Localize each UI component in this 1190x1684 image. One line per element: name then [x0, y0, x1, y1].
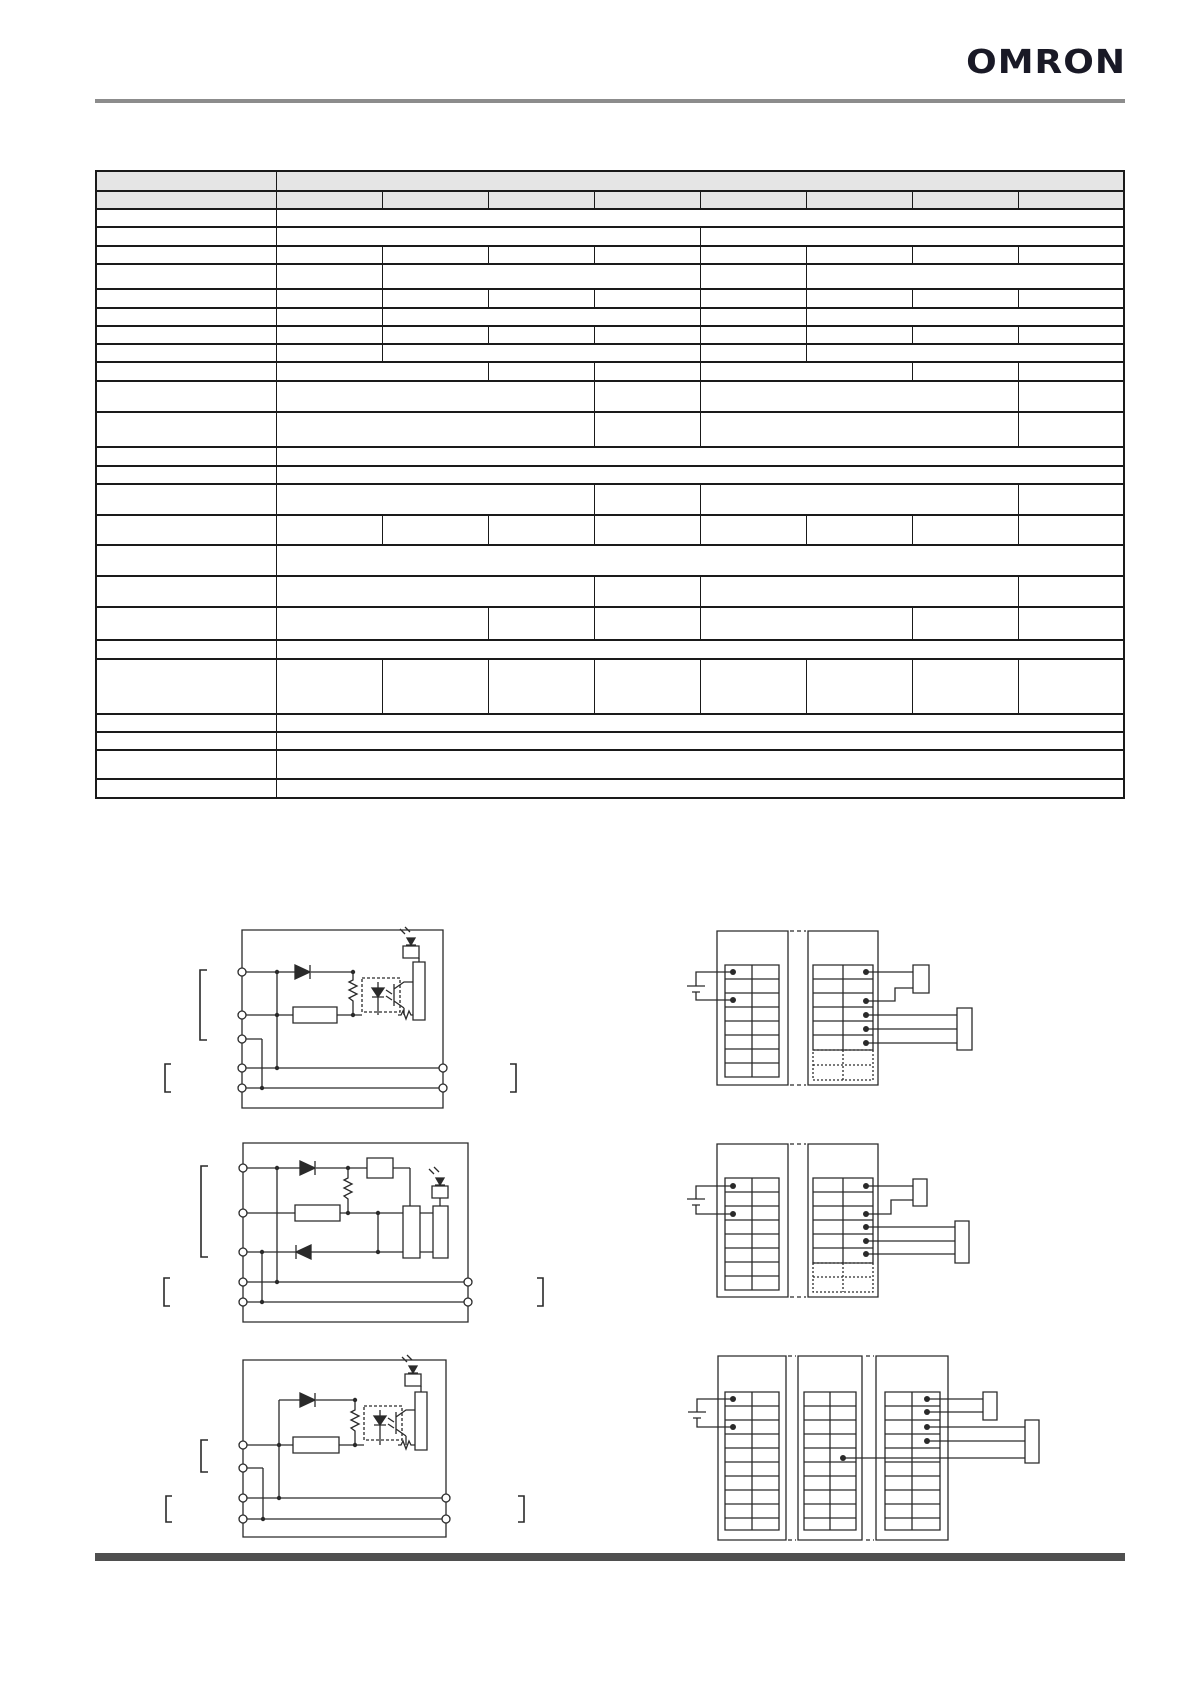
table-label-cell: [96, 264, 276, 289]
table-cell: [700, 264, 806, 289]
table-label-cell: [96, 750, 276, 779]
table-cell: [276, 308, 382, 326]
table-cell: [276, 227, 700, 246]
table-cell: [700, 659, 806, 714]
table-label-cell: [96, 227, 276, 246]
table-cell: [700, 289, 806, 308]
terminals: [239, 1441, 450, 1523]
table-row: [96, 326, 1124, 344]
table-cell: [912, 659, 1018, 714]
load-box: [957, 1008, 972, 1050]
table-label-cell: [96, 289, 276, 308]
trigger-box: [367, 1158, 393, 1178]
battery-icon: [687, 986, 705, 992]
table-row: [96, 209, 1124, 227]
table-cell: [806, 246, 912, 264]
table-row: [96, 576, 1124, 607]
table-label-cell: [96, 576, 276, 607]
table-label-cell: [96, 466, 276, 484]
led-indicator-icon: [429, 1167, 448, 1206]
table-row: [96, 227, 1124, 246]
table-row: [96, 779, 1124, 798]
table-cell: [488, 246, 594, 264]
table-cell: [912, 515, 1018, 545]
table-cell: [594, 576, 700, 607]
table-header-cell: [488, 191, 594, 209]
break-dashes: [790, 931, 806, 1085]
table-label-cell: [96, 447, 276, 466]
output-element: [415, 1392, 427, 1450]
table-cell: [594, 326, 700, 344]
circuit-diagram-2: [164, 1143, 543, 1322]
table-cell: [276, 412, 594, 447]
table-cell: [1018, 326, 1124, 344]
table-cell: [276, 362, 488, 381]
junction-dots: [261, 1398, 357, 1521]
table-header-cell: [594, 191, 700, 209]
header-rule: [95, 99, 1125, 103]
table-cell: [276, 466, 1124, 484]
table-header-cell: [96, 171, 276, 191]
load-box: [1025, 1420, 1039, 1463]
table-cell: [488, 362, 594, 381]
diode-icon: [300, 1161, 315, 1175]
spec-table: [95, 170, 1125, 799]
table-cell: [276, 714, 1124, 732]
table-cell: [912, 289, 1018, 308]
table-label-cell: [96, 640, 276, 659]
diode-icon: [295, 965, 310, 979]
output-element: [413, 962, 425, 1020]
table-cell: [382, 308, 700, 326]
table-cell: [1018, 362, 1124, 381]
table-cell: [806, 264, 1124, 289]
diode-reverse-icon: [296, 1245, 311, 1259]
table-cell: [594, 659, 700, 714]
diode-icon: [300, 1393, 315, 1407]
table-row: [96, 344, 1124, 362]
table-label-cell: [96, 246, 276, 264]
table-cell: [594, 607, 700, 640]
bracket-icon: [164, 1166, 543, 1306]
table-row: [96, 545, 1124, 576]
break-dashes: [790, 1144, 806, 1297]
table-cell: [1018, 484, 1124, 515]
table-cell: [276, 640, 1124, 659]
load-box: [913, 1179, 927, 1206]
table-cell: [276, 659, 382, 714]
table-row: [96, 246, 1124, 264]
table-cell: [700, 412, 1018, 447]
load-box: [913, 965, 929, 993]
table-cell: [276, 326, 382, 344]
table-row: [96, 750, 1124, 779]
resistor-icon: [293, 1007, 337, 1023]
table-row: [96, 659, 1124, 714]
table-row: [96, 447, 1124, 466]
table-label-cell: [96, 659, 276, 714]
wires: [247, 1400, 442, 1519]
table-cell: [1018, 412, 1124, 447]
wires: [697, 1399, 1025, 1458]
dashed-grid: [813, 1263, 873, 1292]
table-cell: [700, 381, 1018, 412]
table-cell: [488, 607, 594, 640]
table-cell: [382, 289, 488, 308]
table-cell: [594, 515, 700, 545]
table-label-cell: [96, 779, 276, 798]
table-cell: [1018, 381, 1124, 412]
load-box: [983, 1392, 997, 1420]
table-cell: [806, 344, 1124, 362]
table-cell: [276, 344, 382, 362]
resistor-icon: [295, 1205, 340, 1221]
table-cell: [276, 515, 382, 545]
table-label-cell: [96, 412, 276, 447]
resistor-icon: [293, 1437, 339, 1453]
table-cell: [806, 289, 912, 308]
table-cell: [1018, 576, 1124, 607]
table-cell: [488, 515, 594, 545]
table-cell: [700, 246, 806, 264]
table-cell: [912, 326, 1018, 344]
table-label-cell: [96, 515, 276, 545]
wires: [246, 972, 439, 1088]
load-box: [955, 1221, 969, 1263]
table-label-cell: [96, 326, 276, 344]
table-label-cell: [96, 381, 276, 412]
table-cell: [1018, 246, 1124, 264]
table-cell: [1018, 607, 1124, 640]
table-cell: [382, 515, 488, 545]
table-cell: [700, 227, 1124, 246]
optocoupler-icon: [362, 978, 413, 1015]
resistor-zigzag-icon: [351, 1400, 359, 1445]
table-cell: [594, 484, 700, 515]
battery-icon: [687, 1199, 705, 1205]
terminal-diagram-3: [688, 1356, 1039, 1540]
table-row: [96, 607, 1124, 640]
table-cell: [276, 381, 594, 412]
table-cell: [700, 326, 806, 344]
led-indicator-icon: [400, 927, 419, 962]
table-label-cell: [96, 344, 276, 362]
table-header-cell: [276, 191, 382, 209]
table-cell: [806, 659, 912, 714]
omron-logo: OMRON: [966, 43, 1126, 82]
table-cell: [912, 607, 1018, 640]
table-label-cell: [96, 209, 276, 227]
table-header-cell: [912, 191, 1018, 209]
diagrams-svg: [0, 850, 1190, 1560]
table-row: [96, 264, 1124, 289]
table-header-cell: [806, 191, 912, 209]
resistor-zigzag-icon: [349, 972, 357, 1015]
table-cell: [912, 246, 1018, 264]
table-label-cell: [96, 714, 276, 732]
table-cell: [594, 412, 700, 447]
table-cell: [806, 326, 912, 344]
table-header-cell: [276, 171, 1124, 191]
table-row: [96, 308, 1124, 326]
table-header-cell: [700, 191, 806, 209]
junction-dots: [260, 970, 355, 1090]
table-cell: [488, 659, 594, 714]
table-label-cell: [96, 362, 276, 381]
table-label-cell: [96, 484, 276, 515]
table-cell: [700, 344, 806, 362]
table-cell: [276, 264, 382, 289]
table-label-cell: [96, 607, 276, 640]
battery-icon: [688, 1412, 706, 1418]
table-cell: [276, 576, 594, 607]
table-cell: [1018, 659, 1124, 714]
table-cell: [594, 289, 700, 308]
table-cell: [488, 289, 594, 308]
table-cell: [276, 246, 382, 264]
table-cell: [488, 326, 594, 344]
table-cell: [276, 779, 1124, 798]
bracket-icon: [165, 970, 516, 1092]
table-cell: [276, 750, 1124, 779]
table-cell: [594, 246, 700, 264]
table-cell: [700, 515, 806, 545]
table-row: [96, 640, 1124, 659]
table-header-cell: [1018, 191, 1124, 209]
table-row: [96, 362, 1124, 381]
table-cell: [700, 484, 1018, 515]
table-cell: [700, 308, 806, 326]
table-header-row: [96, 171, 1124, 191]
table-label-cell: [96, 308, 276, 326]
output-element: [403, 1206, 420, 1258]
table-cell: [700, 607, 912, 640]
table-cell: [594, 381, 700, 412]
bracket-icon: [166, 1440, 524, 1522]
table-cell: [1018, 515, 1124, 545]
circuit-diagram-1: [165, 927, 516, 1108]
table-cell: [806, 515, 912, 545]
terminal-diagram-1: [687, 931, 972, 1085]
table-cell: [382, 659, 488, 714]
circuit-diagram-3: [166, 1355, 524, 1537]
table-cell: [276, 209, 1124, 227]
table-cell: [1018, 289, 1124, 308]
table-row: [96, 484, 1124, 515]
table-row: [96, 515, 1124, 545]
table-cell: [276, 607, 488, 640]
resistor-zigzag-icon: [344, 1168, 352, 1213]
table-cell: [594, 362, 700, 381]
table-header-row: [96, 191, 1124, 209]
table-cell: [276, 545, 1124, 576]
table-cell: [912, 362, 1018, 381]
table-header-cell: [96, 191, 276, 209]
table-cell: [276, 289, 382, 308]
table-cell: [382, 246, 488, 264]
table-cell: [700, 362, 912, 381]
table-cell: [276, 447, 1124, 466]
table-cell: [382, 264, 700, 289]
table-row: [96, 714, 1124, 732]
table-label-cell: [96, 732, 276, 750]
table-label-cell: [96, 545, 276, 576]
table-cell: [382, 326, 488, 344]
table-cell: [276, 732, 1124, 750]
junction-dots: [260, 1166, 380, 1304]
table-cell: [276, 484, 594, 515]
table-row: [96, 466, 1124, 484]
output-element: [433, 1206, 448, 1258]
table-row: [96, 381, 1124, 412]
table-row: [96, 732, 1124, 750]
table-cell: [700, 576, 1018, 607]
table-row: [96, 412, 1124, 447]
table-cell: [806, 308, 1124, 326]
table-header-cell: [382, 191, 488, 209]
table-cell: [382, 344, 700, 362]
dashed-grid: [813, 1050, 873, 1080]
terminal-diagram-2: [687, 1144, 969, 1297]
optocoupler-icon: [364, 1406, 415, 1445]
table-row: [96, 289, 1124, 308]
